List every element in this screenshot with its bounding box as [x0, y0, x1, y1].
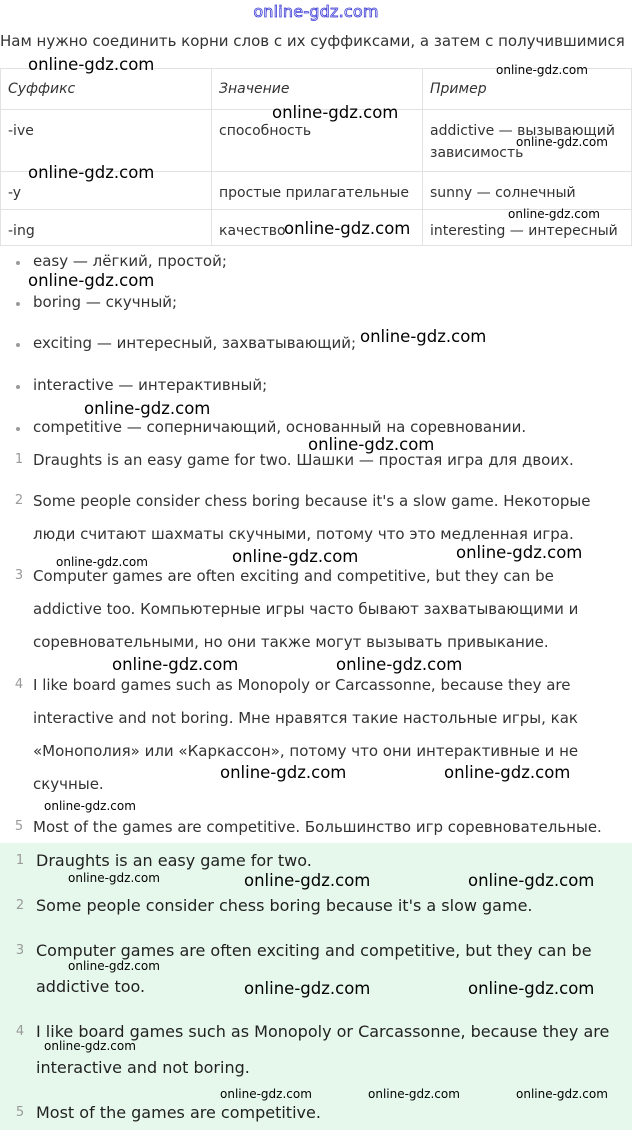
watermark: online-gdz.com	[112, 655, 239, 674]
watermark: online-gdz.com	[508, 207, 600, 221]
item-number: 3	[14, 568, 24, 583]
list-item-text: Most of the games are competitive.	[36, 1103, 321, 1122]
watermark: online-gdz.com	[56, 555, 148, 569]
table-cell-meaning: способность	[212, 110, 423, 172]
list-item-text: boring — скучный;	[33, 293, 178, 311]
table-cell-example: addictive — вызывающий зависимость	[423, 110, 632, 172]
watermark: online-gdz.com	[220, 1087, 312, 1101]
item-number: 3	[15, 943, 25, 958]
watermark: online-gdz.com	[456, 543, 583, 562]
watermark: online-gdz.com	[220, 763, 347, 782]
table-cell-suffix: -ive	[1, 110, 212, 172]
table-cell-meaning: простые прилагательные	[212, 172, 423, 210]
watermark: online-gdz.com	[308, 435, 435, 454]
table-cell-suffix: -ing	[1, 210, 212, 246]
watermark: online-gdz.com	[244, 871, 371, 890]
list-item-text: interactive — интерактивный;	[33, 376, 268, 394]
watermark: online-gdz.com	[444, 763, 571, 782]
watermark: online-gdz.com	[516, 135, 608, 149]
item-number: 1	[15, 853, 25, 868]
list-item-text: exciting — интересный, захватывающий;	[33, 334, 357, 352]
table-cell-example: interesting — интересный	[423, 210, 632, 246]
list-item-text: I like board games such as Monopoly or Carcassonne, because they are interactive and not boring. Мне нравятся такие настольные игры, как «Монополия» или «Каркассон», потому что они интерактивные и не скучные.	[33, 676, 579, 793]
table-cell-meaning: качество	[212, 210, 423, 246]
watermark: online-gdz.com	[368, 1087, 460, 1101]
watermark: online-gdz.com	[360, 327, 487, 346]
watermark: online-gdz.com	[28, 55, 155, 74]
watermark: online-gdz.com	[232, 547, 359, 566]
watermark: online-gdz.com	[68, 959, 160, 973]
list-item-text: Computer games are often exciting and competitive, but they can be addictive too.	[36, 941, 592, 996]
column-header-suffix: Суффикс	[1, 69, 212, 110]
watermark: online-gdz.com	[244, 979, 371, 998]
column-header-example: Пример	[423, 69, 632, 110]
item-number: 1	[14, 452, 24, 467]
watermark: online-gdz.com	[68, 871, 160, 885]
site-title[interactable]: online-gdz.com	[253, 2, 379, 21]
watermark: online-gdz.com	[84, 399, 211, 418]
item-number: 5	[14, 819, 24, 834]
bullet-icon	[16, 343, 20, 347]
table-cell-example: sunny — солнечный	[423, 172, 632, 210]
item-number: 2	[14, 493, 24, 508]
watermark: online-gdz.com	[496, 63, 588, 77]
watermark: online-gdz.com	[336, 655, 463, 674]
list-item-text: Computer games are often exciting and competitive, but they can be addictive too. Компьютерные игры часто бывают захватывающими и соревновательными, но они также могут вызывать привыкание.	[33, 567, 579, 651]
list-item-text: Draughts is an easy game for two. Шашки — простая игра для двоих.	[33, 451, 574, 469]
watermark: online-gdz.com	[28, 163, 155, 182]
watermark: online-gdz.com	[44, 1039, 136, 1053]
watermark: online-gdz.com	[44, 799, 136, 813]
list-item-text: Draughts is an easy game for two.	[36, 851, 312, 870]
answer-block	[0, 843, 632, 1130]
intro-text: Нам нужно соединить корни слов с их суффиксами, а затем с получившимися	[0, 32, 625, 50]
table-row	[1, 210, 632, 246]
column-header-meaning: Значение	[212, 69, 423, 110]
list-item-text: Some people consider chess boring because it's a slow game.	[36, 896, 533, 915]
bullet-icon	[16, 385, 20, 389]
list-item-text: easy — лёгкий, простой;	[33, 252, 227, 270]
item-number: 2	[15, 898, 25, 913]
watermark: online-gdz.com	[516, 1087, 608, 1101]
table-cell-suffix: -y	[1, 172, 212, 210]
suffix-table	[0, 68, 632, 246]
table-row	[1, 110, 632, 172]
item-number: 5	[15, 1105, 25, 1120]
item-number: 4	[14, 677, 24, 692]
list-item-text: I like board games such as Monopoly or Carcassonne, because they are interactive and not boring.	[36, 1022, 610, 1077]
table-header-row	[1, 69, 632, 110]
list-item-text: Some people consider chess boring because it's a slow game. Некоторые люди считают шахматы скучными, потому что это медленная игра.	[33, 492, 591, 543]
site-header	[0, 0, 632, 24]
watermark: online-gdz.com	[272, 103, 399, 122]
bullet-icon	[16, 302, 20, 306]
bullet-icon	[16, 261, 20, 265]
watermark: online-gdz.com	[468, 871, 595, 890]
watermark: online-gdz.com	[468, 979, 595, 998]
table-row	[1, 172, 632, 210]
list-item-text: competitive — соперничающий, основанный на соревновании.	[33, 418, 527, 436]
watermark: online-gdz.com	[28, 271, 155, 290]
item-number: 4	[15, 1024, 25, 1039]
bullet-icon	[16, 427, 20, 431]
watermark: online-gdz.com	[284, 219, 411, 238]
list-item-text: Most of the games are competitive. Большинство игр соревновательные.	[33, 818, 602, 836]
